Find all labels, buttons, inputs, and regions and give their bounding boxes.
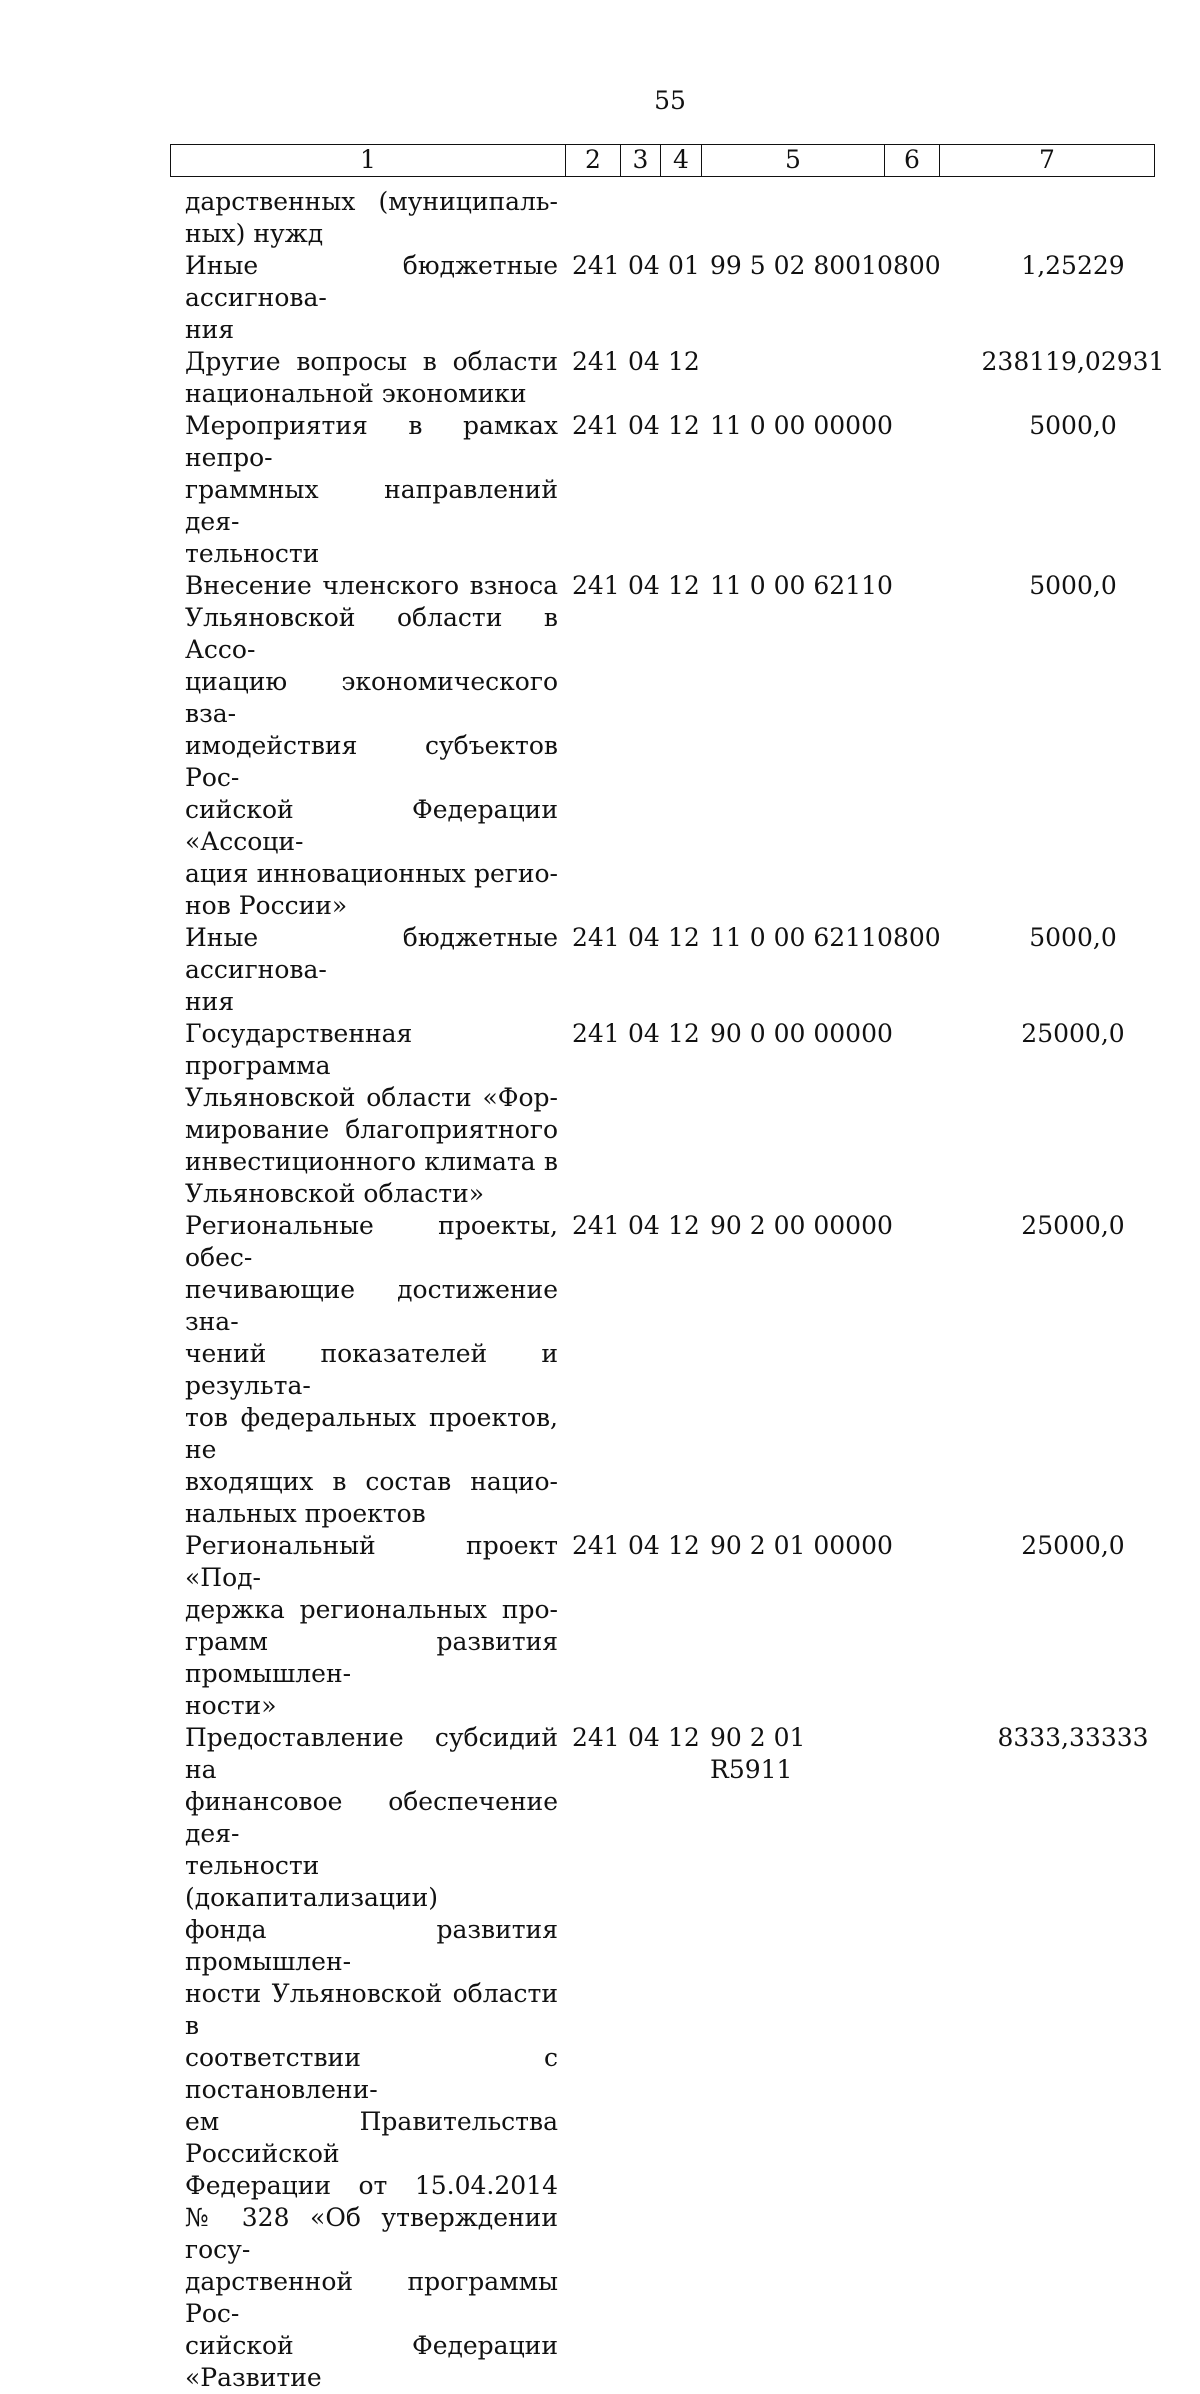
code-item: 12: [668, 411, 700, 440]
amount: 5000,0: [1029, 411, 1117, 440]
row-name-line: мирование благоприятного: [185, 1115, 558, 1144]
table-row: [185, 1018, 1200, 1210]
code-section: 241: [572, 1211, 620, 1240]
amount: 25000,0: [1021, 1211, 1125, 1240]
row-name-line: тельности: [185, 539, 320, 568]
amount: 8333,33333: [997, 1723, 1149, 1752]
row-name-line: Предоставление субсидий на: [185, 1723, 558, 1784]
row-codes: [572, 250, 1200, 282]
table-row: [185, 570, 1200, 922]
amount: 25000,0: [1021, 1531, 1125, 1560]
row-name-line: ных) нужд: [185, 219, 324, 248]
row-name-line: тельности (докапитализации): [185, 1851, 439, 1912]
row-name: [185, 250, 558, 346]
row-name-line: сийской Федерации «Развитие: [185, 2331, 558, 2392]
amount: 238119,02931: [981, 347, 1165, 376]
row-codes: [572, 1530, 1200, 1562]
row-name-line: входящих в состав нацио-: [185, 1467, 558, 1496]
row-name-line: ния: [185, 315, 235, 344]
row-name-line: ности Ульяновской области в: [185, 1979, 558, 2040]
row-name-line: Иные бюджетные ассигнова-: [185, 923, 558, 984]
row-name-line: Иные бюджетные ассигнова-: [185, 251, 558, 312]
code-target: 90 0 00 00000: [710, 1019, 893, 1048]
row-name-line: грамм развития промышлен-: [185, 1627, 558, 1688]
code-subsection: 04: [628, 1019, 660, 1048]
code-section: 241: [572, 347, 620, 376]
code-item: 12: [668, 571, 700, 600]
code-target: [710, 346, 893, 378]
row-codes: [572, 570, 1200, 602]
row-name-line: Федерации от 15.04.2014: [185, 2171, 558, 2200]
code-subsection: 04: [628, 571, 660, 600]
code-item: 12: [668, 347, 700, 376]
code-subsection: 04: [628, 1723, 660, 1752]
row-name-line: сийской Федерации «Ассоци-: [185, 795, 558, 856]
code-subsection: 04: [628, 923, 660, 952]
row-name: [185, 346, 558, 410]
row-name: [185, 1210, 558, 1530]
code-target: 11 0 00 62110: [710, 923, 893, 952]
code-item: 12: [668, 1531, 700, 1560]
row-name-line: Ульяновской области в Ассо-: [185, 603, 558, 664]
code-subsection: 04: [628, 347, 660, 376]
table-row: [185, 922, 1200, 1018]
row-name-line: ация инновационных регио-: [185, 859, 558, 888]
header-col-2: 2: [566, 145, 621, 176]
row-codes: [572, 346, 1200, 378]
row-name-line: держка региональных про-: [185, 1595, 558, 1624]
row-name: [185, 1722, 558, 2394]
row-name-line: дарственных (муниципаль-: [185, 187, 558, 216]
row-codes: [572, 410, 1200, 442]
row-name: [185, 570, 558, 922]
code-subsection: 04: [628, 251, 660, 280]
row-name-line: финансовое обеспечение дея-: [185, 1787, 558, 1848]
row-name-line: циацию экономического вза-: [185, 667, 558, 728]
code-target: 90 2 01 00000: [710, 1531, 893, 1560]
page-number: 55: [654, 86, 686, 115]
row-name-line: № 328 «Об утверждении госу-: [185, 2203, 558, 2264]
code-item: 01: [668, 251, 700, 280]
row-name-line: нальных проектов: [185, 1499, 426, 1528]
table-row: [185, 186, 1200, 250]
row-name: [185, 410, 558, 570]
row-codes: [572, 1210, 1200, 1242]
row-name-line: фонда развития промышлен-: [185, 1915, 558, 1976]
row-name-line: Другие вопросы в области: [185, 347, 558, 376]
row-name-line: Ульяновской области»: [185, 1179, 485, 1208]
header-col-4: 4: [661, 145, 702, 176]
row-name-line: Региональные проекты, обес-: [185, 1211, 558, 1272]
row-name-line: национальной экономики: [185, 379, 527, 408]
code-target: 90 2 00 00000: [710, 1211, 893, 1240]
amount: 1,25229: [1021, 251, 1125, 280]
code-section: 241: [572, 1019, 620, 1048]
table-row: [185, 1530, 1200, 1722]
row-name-line: печивающие достижение зна-: [185, 1275, 558, 1336]
code-item: 12: [668, 1019, 700, 1048]
table-body: [185, 186, 1200, 2394]
code-item: 12: [668, 1211, 700, 1240]
code-expense-type: 800: [893, 923, 941, 952]
header-col-6: 6: [885, 145, 940, 176]
row-name-line: Региональный проект «Под-: [185, 1531, 558, 1592]
code-item: 12: [668, 1723, 700, 1752]
code-subsection: 04: [628, 1531, 660, 1560]
row-codes: [572, 1722, 1200, 1786]
row-name-line: граммных направлений дея-: [185, 475, 558, 536]
row-name-line: соответствии с постановлени-: [185, 2043, 558, 2104]
row-codes: [572, 1018, 1200, 1050]
code-target: 99 5 02 80010: [710, 251, 893, 280]
code-section: 241: [572, 251, 620, 280]
header-col-5: 5: [702, 145, 885, 176]
header-col-7: 7: [1039, 145, 1055, 174]
code-target: 90 2 01 R5911: [710, 1723, 806, 1784]
code-item: 12: [668, 923, 700, 952]
amount: 5000,0: [1029, 923, 1117, 952]
row-name-line: чений показателей и результа-: [185, 1339, 558, 1400]
row-name: [185, 1530, 558, 1722]
row-name-line: ем Правительства Российской: [185, 2107, 558, 2168]
amount: 25000,0: [1021, 1019, 1125, 1048]
row-codes: [572, 922, 1200, 954]
header-col-1: 1: [171, 145, 566, 176]
header-col-3: 3: [621, 145, 661, 176]
row-name-line: Государственная программа: [185, 1019, 413, 1080]
code-section: 241: [572, 411, 620, 440]
table-row: [185, 1210, 1200, 1530]
code-section: 241: [572, 1723, 620, 1752]
row-name-line: Мероприятия в рамках непро-: [185, 411, 558, 472]
row-name: [185, 186, 558, 250]
table-header-row: [170, 144, 1155, 177]
code-target: 11 0 00 62110: [710, 571, 893, 600]
row-name-line: Ульяновской области «Фор-: [185, 1083, 558, 1112]
row-name-line: тов федеральных проектов, не: [185, 1403, 558, 1464]
table-row: [185, 410, 1200, 570]
row-name-line: имодействия субъектов Рос-: [185, 731, 558, 792]
code-expense-type: 800: [893, 251, 941, 280]
row-name-line: нов России»: [185, 891, 348, 920]
row-name-line: ния: [185, 987, 235, 1016]
row-name-line: инвестиционного климата в: [185, 1147, 558, 1176]
code-subsection: 04: [628, 1211, 660, 1240]
table-row: [185, 250, 1200, 346]
row-name-line: Внесение членского взноса: [185, 571, 558, 600]
code-target: 11 0 00 00000: [710, 411, 893, 440]
row-name-line: дарственной программы Рос-: [185, 2267, 558, 2328]
code-section: 241: [572, 571, 620, 600]
code-section: 241: [572, 923, 620, 952]
table-row: [185, 346, 1200, 410]
table-row: [185, 1722, 1200, 2394]
row-name: [185, 1018, 558, 1210]
code-section: 241: [572, 1531, 620, 1560]
amount: 5000,0: [1029, 571, 1117, 600]
code-subsection: 04: [628, 411, 660, 440]
row-name-line: ности»: [185, 1691, 277, 1720]
row-name: [185, 922, 558, 1018]
